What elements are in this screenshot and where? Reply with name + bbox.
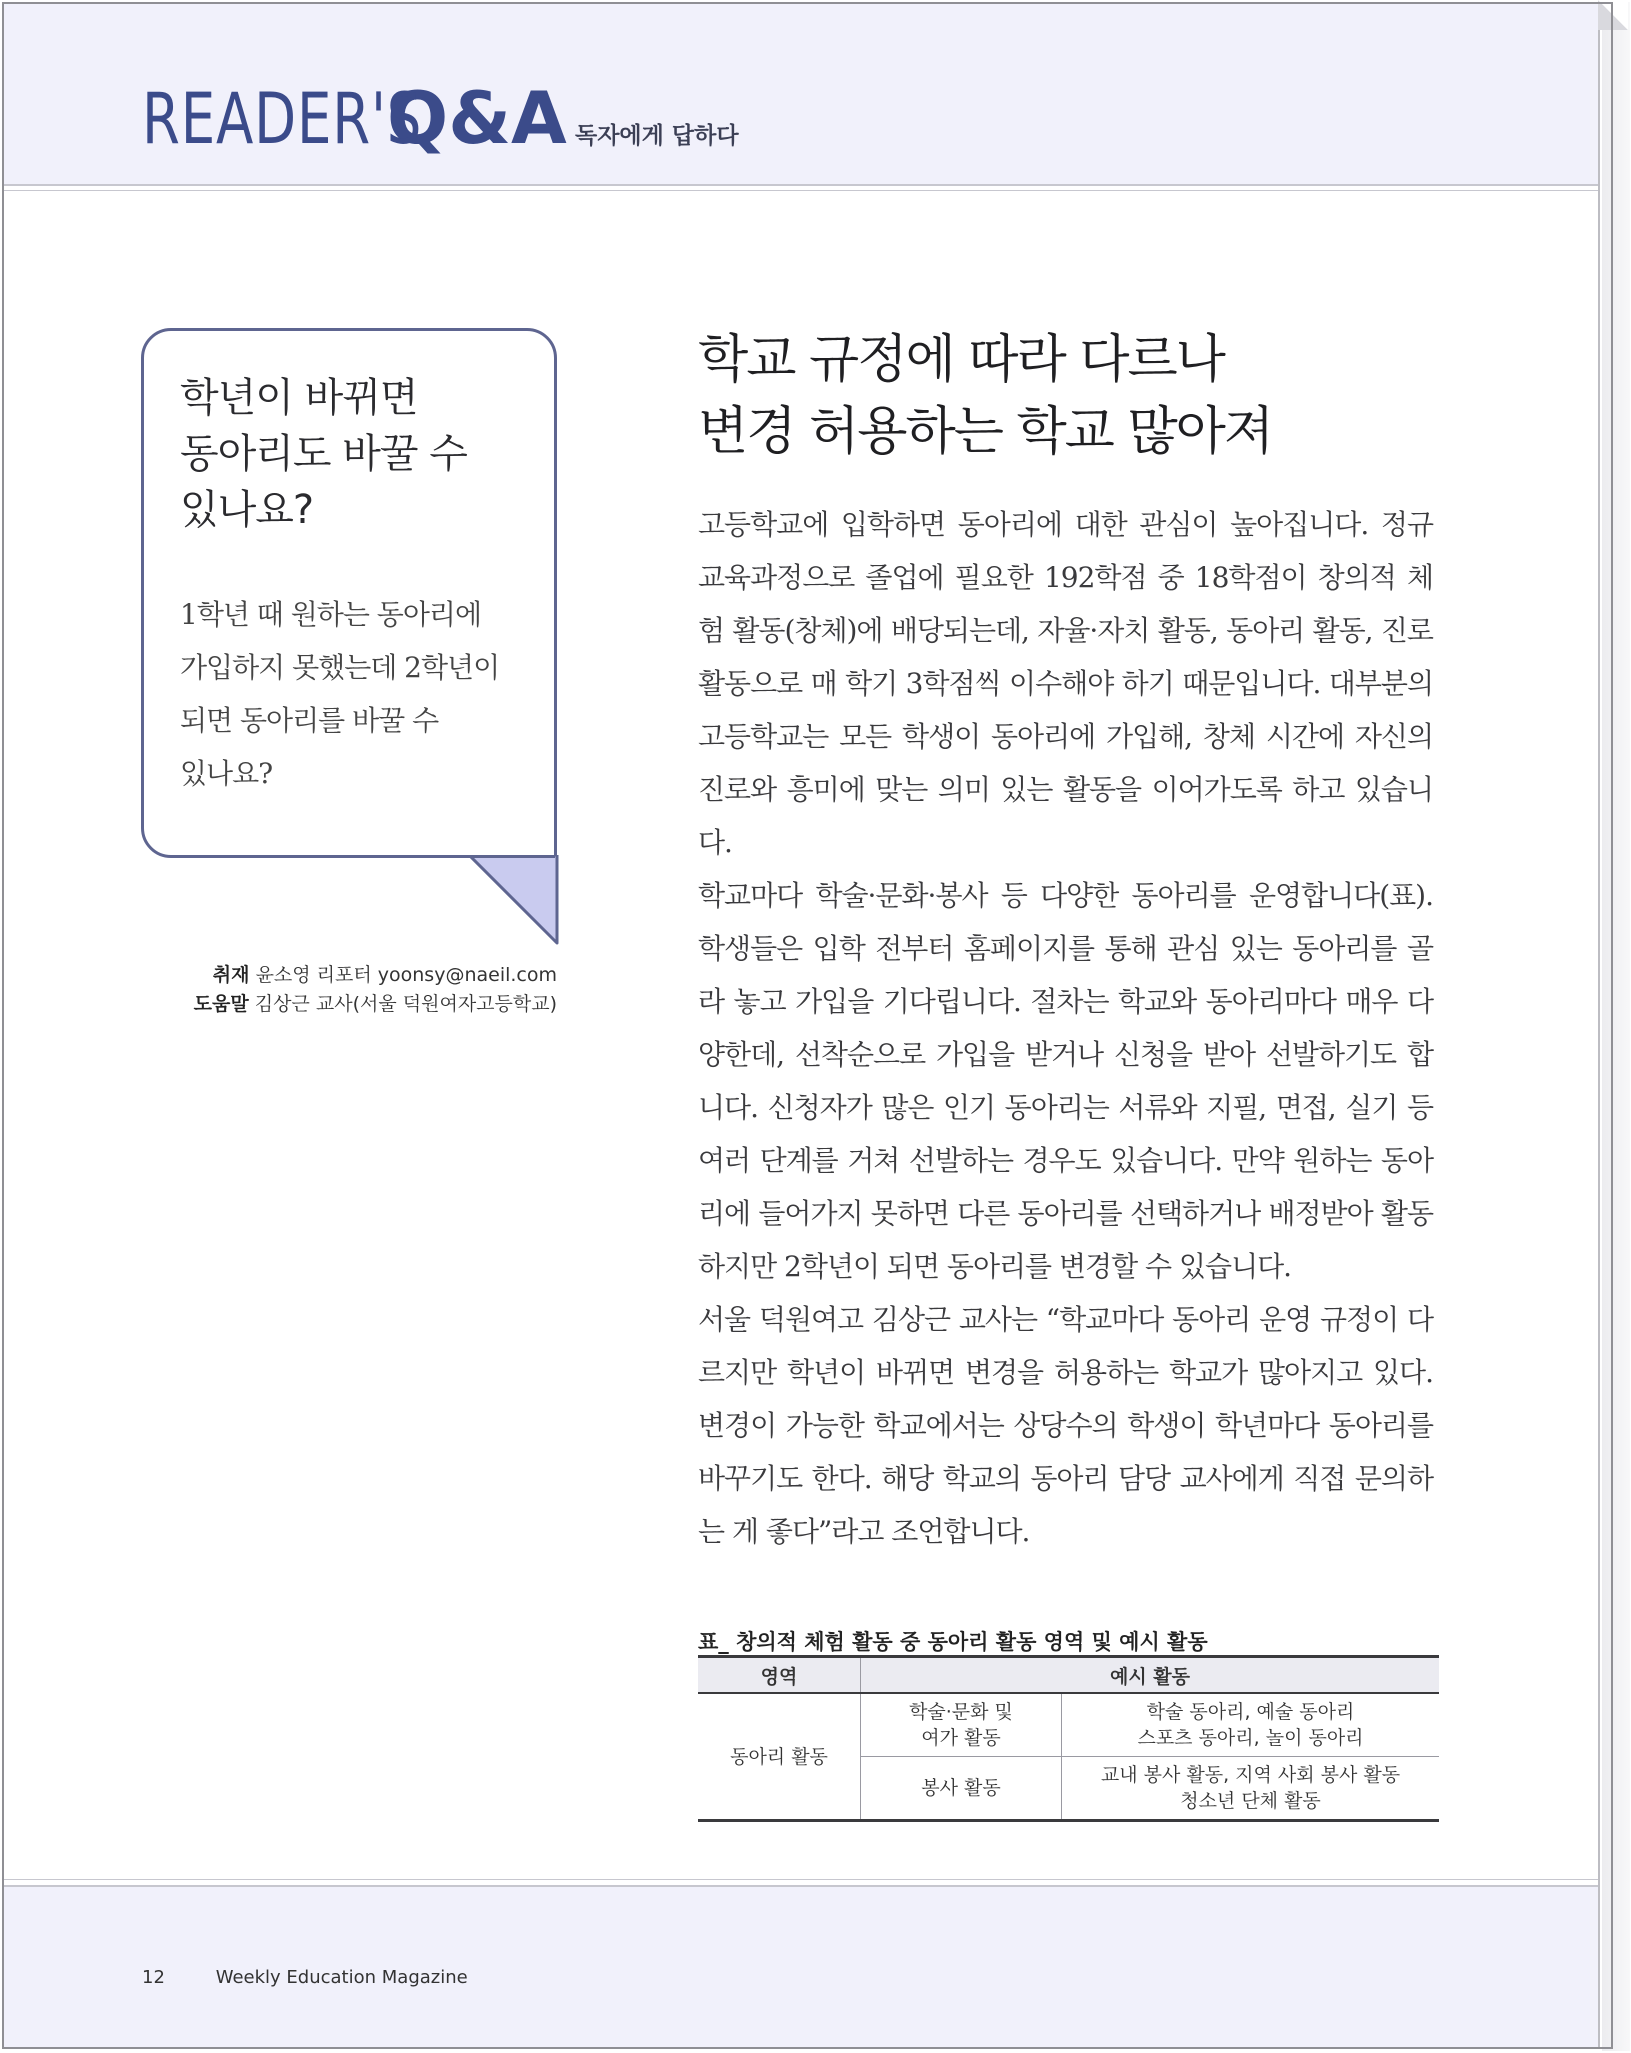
question-title-line: 있나요? xyxy=(180,487,314,533)
table-caption: 표_ 창의적 체험 활동 중 동아리 활동 영역 및 예시 활동 xyxy=(698,1630,1208,1654)
brand-readers: READER'S xyxy=(142,78,423,160)
question-body-line: 가입하지 못했는데 2학년이 xyxy=(180,651,500,684)
page-edge xyxy=(1598,6,1600,2047)
table-cell-category xyxy=(861,1757,1062,1821)
helper-info: 김상근 교사(서울 덕원여자고등학교) xyxy=(254,993,557,1015)
reporter-label: 취재 xyxy=(212,964,250,986)
section-subtitle: 독자에게 답하다 xyxy=(575,123,739,149)
article-headline xyxy=(698,324,1498,468)
headline-line: 학교 규정에 따라 다르나 xyxy=(698,330,1224,390)
question-title xyxy=(180,370,540,538)
footer-divider-thin xyxy=(4,1879,1598,1880)
question-body-line: 되면 동아리를 바꿀 수 xyxy=(180,704,439,737)
reporter-info: 윤소영 리포터 yoonsy@naeil.com xyxy=(255,964,557,986)
helper-credit xyxy=(141,990,557,1019)
cell-line: 여가 활동 xyxy=(921,1727,1001,1749)
article-paragraph: 고등학교에 입학하면 동아리에 대한 관심이 높아집니다. 정규 교육과정으로 졸업에 필요한 192학점 중 18학점이 창의적 체험 활동(창체)에 배당되는데, 자율·자치 활동, 동아리 활동, 진로 활동으로 매 학기 3학점씩 이수해야 하기 때문입니다. 대부분의 고등학교는 모든 학생이 동아리에 가입해, 창체 시간에 자신의 진로와 흥미에 맞는 의미 있는 활동을 이어가도록 하고 있습니다. xyxy=(698,508,1433,859)
cell-line: 학술·문화 및 xyxy=(909,1701,1013,1723)
header-divider xyxy=(4,184,1598,186)
table-cell-category xyxy=(861,1693,1062,1757)
helper-label: 도움말 xyxy=(193,993,249,1015)
question-body xyxy=(180,588,540,800)
brand-qa: Q&A xyxy=(387,76,567,160)
club-activity-table xyxy=(698,1655,1439,1822)
magazine-name: Weekly Education Magazine xyxy=(215,1967,468,1988)
question-body-line: 있나요? xyxy=(180,757,273,790)
cell-line: 봉사 활동 xyxy=(921,1777,1001,1799)
table-cell-examples xyxy=(1062,1757,1440,1821)
section-brand xyxy=(142,76,739,160)
article-paragraph: 학교마다 학술·문화·봉사 등 다양한 동아리를 운영합니다(표). 학생들은 입학 전부터 홈페이지를 통해 관심 있는 동아리를 골라 놓고 가입을 기다립니다. 절차는 학교와 동아리마다 매우 다양한데, 선착순으로 가입을 받거나 신청을 받아 선발하기도 합니다. 신청자가 많은 인기 동아리는 서류와 지필, 면접, 실기 등 여러 단계를 거쳐 선발하는 경우도 있습니다. 만약 원하는 동아리에 들어가지 못하면 다른 동아리를 선택하거나 배정받아 활동하지만 2학년이 되면 동아리를 변경할 수 있습니다. xyxy=(698,879,1433,1283)
table-row xyxy=(698,1693,1439,1757)
page-shadow xyxy=(1602,2,1630,2051)
cell-line: 학술 동아리, 예술 동아리 xyxy=(1146,1701,1355,1723)
page-number: 12 xyxy=(142,1967,165,1988)
header-divider-thin xyxy=(4,190,1598,191)
article-paragraph: 서울 덕원여고 김상근 교사는 “학교마다 동아리 운영 규정이 다르지만 학년이 바뀌면 변경을 허용하는 학교가 많아지고 있다. 변경이 가능한 학교에서는 상당수의 학생이 학년마다 동아리를 바꾸기도 한다. 해당 학교의 동아리 담당 교사에게 직접 문의하는 게 좋다”라고 조언합니다. xyxy=(698,1303,1433,1548)
table-header-row xyxy=(698,1657,1439,1694)
footer xyxy=(142,1967,468,1988)
headline-line: 변경 허용하는 학교 많아져 xyxy=(698,402,1273,462)
question-body-line: 1학년 때 원하는 동아리에 xyxy=(180,598,481,631)
credits xyxy=(141,961,557,1019)
table-cell-area: 동아리 활동 xyxy=(698,1693,861,1821)
table-header-examples: 예시 활동 xyxy=(861,1657,1440,1694)
cell-line: 교내 봉사 활동, 지역 사회 봉사 활동 xyxy=(1100,1764,1401,1786)
question-title-line: 동아리도 바꿀 수 xyxy=(180,431,467,477)
page-curl-corner xyxy=(1598,0,1628,30)
table-header-area: 영역 xyxy=(698,1657,861,1694)
reporter-credit xyxy=(141,961,557,990)
cell-line: 청소년 단체 활동 xyxy=(1180,1790,1321,1812)
speech-bubble-tail xyxy=(469,855,561,947)
article-body xyxy=(698,498,1433,1558)
cell-line: 스포츠 동아리, 놀이 동아리 xyxy=(1137,1727,1364,1749)
table-cell-examples xyxy=(1062,1693,1440,1757)
question-title-line: 학년이 바뀌면 xyxy=(180,375,418,421)
